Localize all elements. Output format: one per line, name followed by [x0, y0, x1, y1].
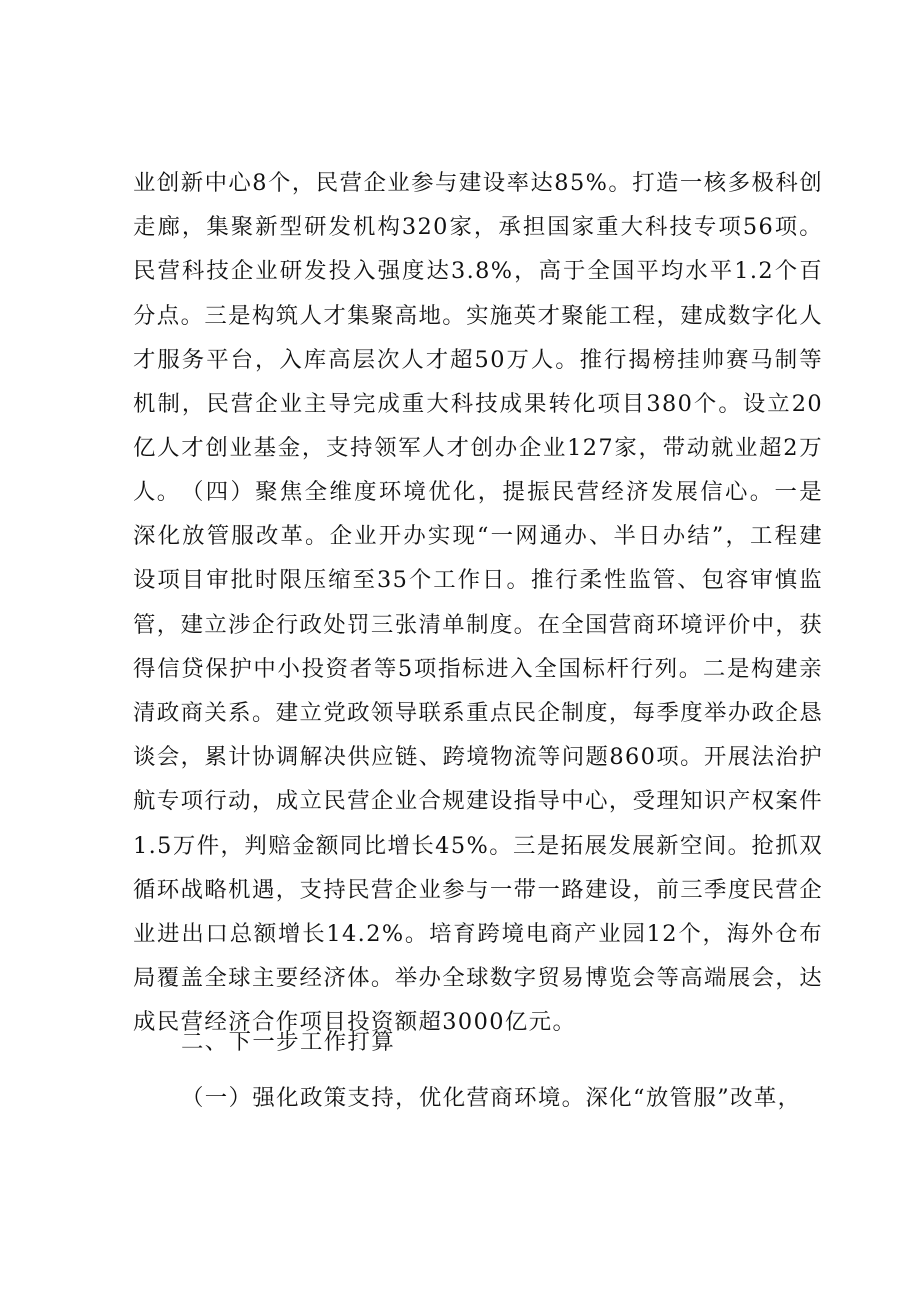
- paragraph-policy-support: （一）强化政策支持，优化营商环境。深化“放管服”改革，: [181, 1085, 802, 1111]
- section-heading-next-steps: 二、下一步工作打算: [181, 1029, 396, 1055]
- paragraph-talent-innovation: 业创新中心8个，民营企业参与建设率达85%。打造一核多极科创走廊，集聚新型研发机构320家，承担国家重大科技专项56项。民营科技企业研发投入强度达3.8%，高于全国平均水平1.2个百分点。三是构筑人才集聚高地。实施英才聚能工程，建成数字化人才服务平台，入库高层次人才超50万人。推行揭榜挂帅赛马制等机制，民营企业主导完成重大科技成果转化项目380个。设立20亿人才创业基金，支持领军人才创办企业127家，带动就业超2万人。: [133, 170, 823, 506]
- paragraph-environment-optimization: （四）聚焦全维度环境优化，提振民营经济发展信心。一是深化放管服改革。企业开办实现“一网通办、半日办结”，工程建设项目审批时限压缩至35个工作日。推行柔性监管、包容审慎监管，建立涉企行政处罚三张清单制度。在全国营商环境评价中，获得信贷保护中小投资者等5项指标进入全国标杆行列。二是构建亲清政商关系。建立党政领导联系重点民企制度，每季度举办政企恳谈会，累计协调解决供应链、跨境物流等问题860项。开展法治护航专项行动，成立民营企业合规建设指导中心，受理知识产权案件1.5万件，判赔金额同比增长45%。三是拓展发展新空间。抢抓双循环战略机遇，支持民营企业参与一带一路建设，前三季度民营企业进出口总额增长14.2%。培育跨境电商产业园12个，海外仓布局覆盖全球主要经济体。举办全球数字贸易博览会等高端展会，达成民营经济合作项目投资额超3000亿元。: [133, 479, 823, 1036]
